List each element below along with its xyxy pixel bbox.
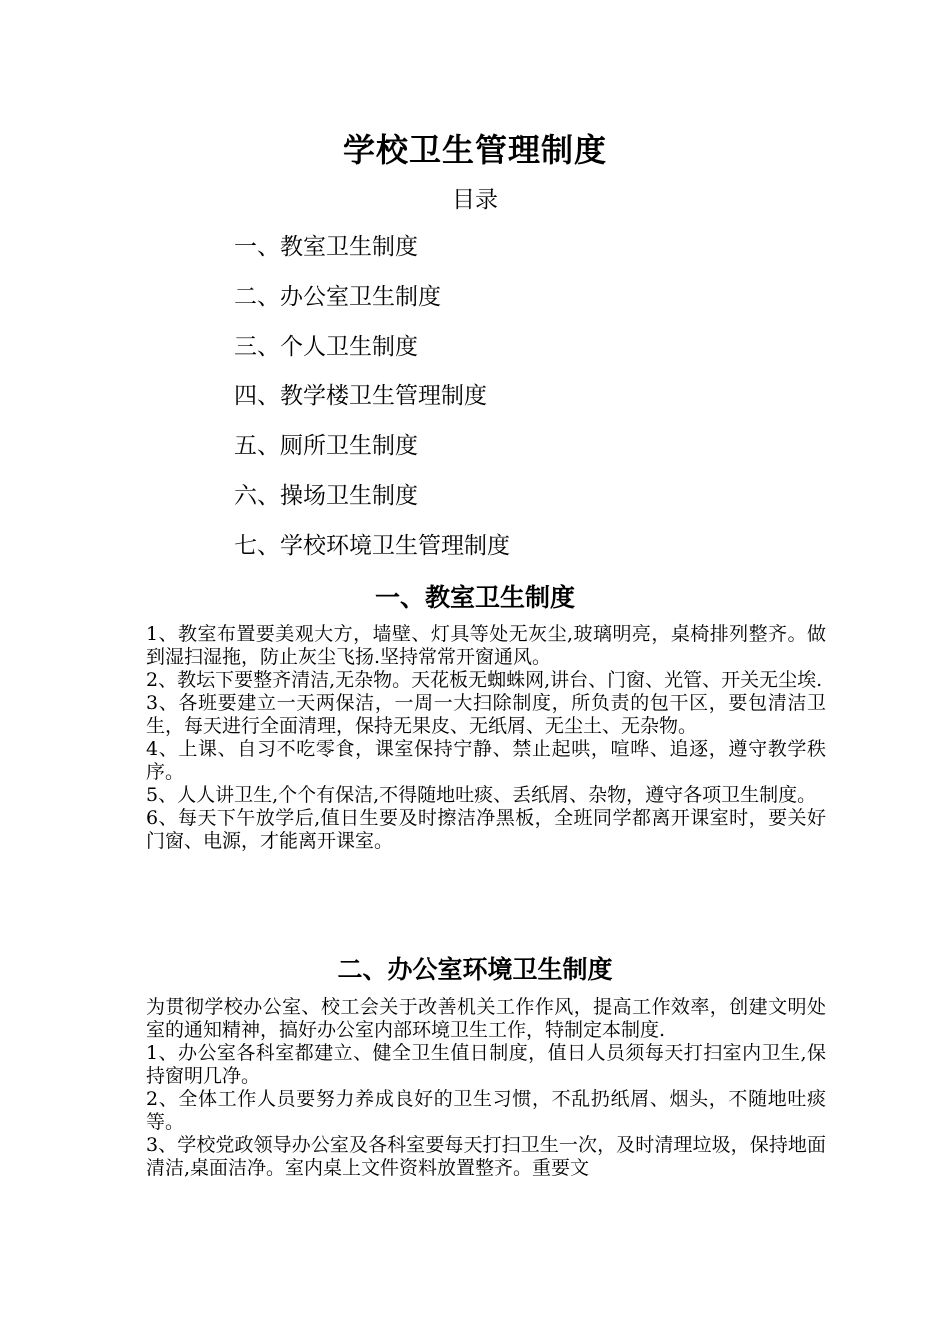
toc-item: 三、个人卫生制度 (234, 333, 418, 360)
section-heading-office: 二、办公室环境卫生制度 (337, 955, 613, 984)
section-paragraph: 5、人人讲卫生,个个有保洁,不得随地吐痰、丢纸屑、杂物，遵守各项卫生制度。 (146, 784, 817, 806)
section-paragraph: 4、上课、自习不吃零食，课室保持宁静、禁止起哄，喧哗、追逐，遵守教学秩序。 (146, 738, 826, 783)
document-title: 学校卫生管理制度 (342, 131, 607, 169)
section-body-office (146, 996, 826, 1180)
section-paragraph: 3、学校党政领导办公室及各科室要每天打扫卫生一次，及时清理垃圾，保持地面清洁,桌面洁净。室内桌上文件资料放置整齐。重要文 (146, 1134, 826, 1179)
section-paragraph: 2、教坛下要整齐清洁,无杂物。天花板无蜘蛛网,讲台、门窗、光管、开关无尘埃. (146, 669, 823, 691)
section-paragraph: 3、各班要建立一天两保洁，一周一大扫除制度，所负责的包干区，要包清洁卫生，每天进行全面清理，保持无果皮、无纸屑、无尘土、无杂物。 (146, 692, 826, 737)
toc-item: 六、操场卫生制度 (234, 482, 418, 509)
section-body-classroom (146, 623, 826, 853)
toc-item: 一、教室卫生制度 (234, 234, 418, 260)
toc-heading: 目录 (452, 187, 498, 213)
toc-item: 七、学校环境卫生管理制度 (234, 532, 510, 559)
toc-item: 四、教学楼卫生管理制度 (234, 383, 487, 410)
table-of-contents (234, 230, 510, 579)
section-paragraph: 为贯彻学校办公室、校工会关于改善机关工作作风，提高工作效率，创建文明处室的通知精神，搞好办公室内部环境卫生工作，特制定本制度. (146, 996, 826, 1041)
section-paragraph: 6、每天下午放学后,值日生要及时擦洁净黑板，全班同学都离开课室时，要关好门窗、电源，才能离开课室。 (146, 807, 826, 852)
toc-item: 五、厕所卫生制度 (234, 433, 418, 460)
section-paragraph: 2、全体工作人员要努力养成良好的卫生习惯，不乱扔纸屑、烟头，不随地吐痰等。 (146, 1088, 826, 1133)
toc-item: 二、办公室卫生制度 (234, 283, 441, 310)
section-heading-classroom: 一、教室卫生制度 (374, 583, 575, 612)
section-paragraph: 1、教室布置要美观大方，墙壁、灯具等处无灰尘,玻璃明亮，桌椅排列整齐。做到湿扫湿拖，防止灰尘飞扬.坚持常常开窗通风。 (146, 623, 826, 668)
section-paragraph: 1、办公室各科室都建立、健全卫生值日制度，值日人员须每天打扫室内卫生,保持窗明几净。 (146, 1042, 826, 1087)
